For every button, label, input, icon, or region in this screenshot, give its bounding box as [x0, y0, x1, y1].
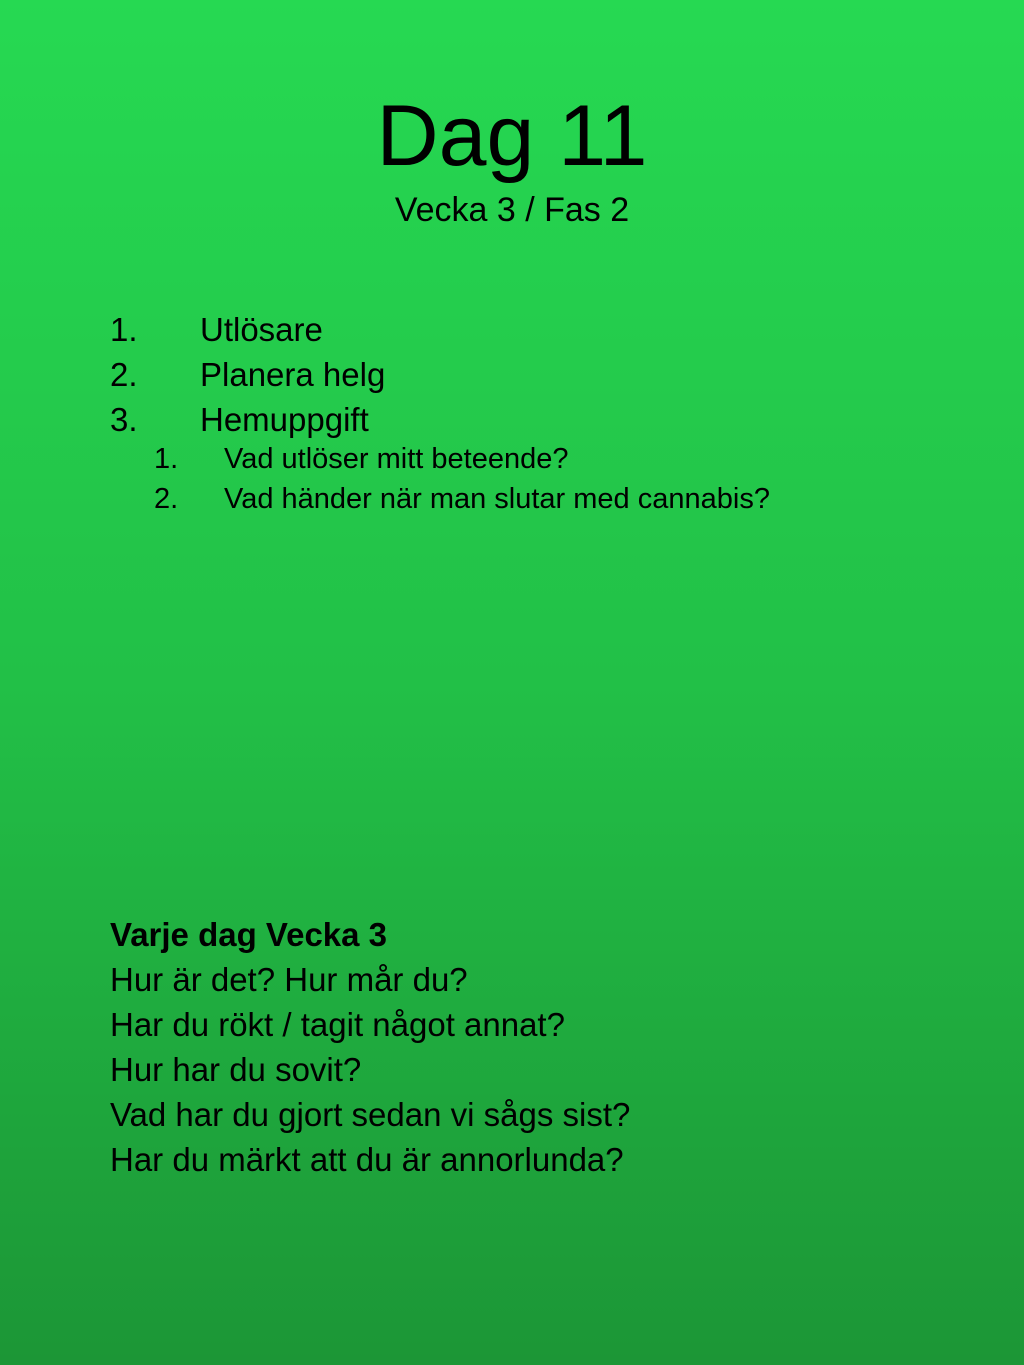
agenda-item — [110, 397, 870, 442]
daily-question: Har du rökt / tagit något annat? — [110, 1006, 565, 1043]
homework-item-label: Vad utlöser mitt beteende? — [224, 443, 569, 475]
homework-item — [154, 482, 870, 516]
agenda-item-number: 1. — [110, 311, 138, 348]
slide-title: Dag 11 — [376, 88, 648, 184]
daily-question: Hur har du sovit? — [110, 1051, 362, 1088]
agenda-list — [110, 307, 870, 522]
homework-item-number: 1. — [154, 443, 179, 475]
daily-question: Vad har du gjort sedan vi sågs sist? — [110, 1096, 631, 1133]
agenda-item — [110, 352, 870, 397]
agenda-item-label: Utlösare — [200, 311, 323, 348]
homework-item-label: Vad händer när man slutar med cannabis? — [224, 483, 770, 515]
agenda-item — [110, 307, 870, 352]
homework-item-number: 2. — [154, 483, 179, 515]
agenda-item-number: 2. — [110, 356, 138, 393]
agenda-item-label: Hemuppgift — [200, 401, 369, 438]
daily-question: Har du märkt att du är annorlunda? — [110, 1141, 624, 1178]
daily-questions — [110, 912, 910, 1182]
daily-questions-heading: Varje dag Vecka 3 — [110, 916, 388, 953]
agenda-item-label: Planera helg — [200, 356, 386, 393]
homework-list — [154, 442, 870, 516]
slide-subtitle: Vecka 3 / Fas 2 — [394, 191, 630, 229]
homework-item — [154, 442, 870, 476]
daily-question: Hur är det? Hur mår du? — [110, 961, 468, 998]
agenda-item-number: 3. — [110, 401, 138, 438]
